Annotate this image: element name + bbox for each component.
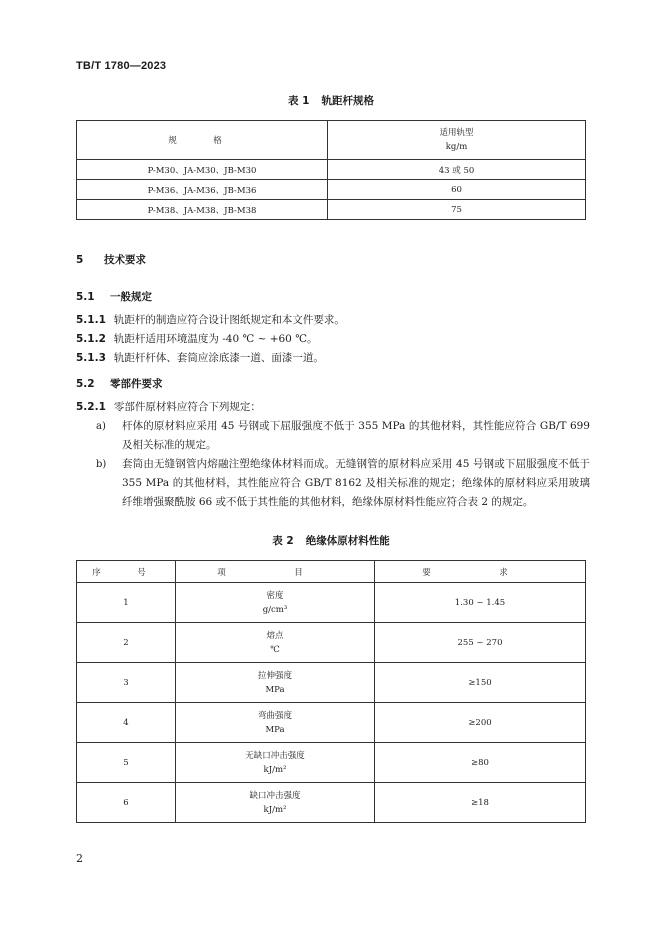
table2-title: 绝缘体原材料性能	[305, 535, 390, 547]
table-row	[77, 703, 586, 743]
table1-header-rail-label: 适用轨型	[439, 128, 474, 138]
table2-cell-item: 弯曲强度 MPa	[176, 703, 375, 743]
table2-cell-no: 3	[77, 663, 176, 703]
table2-header-item: 项 目	[176, 561, 375, 583]
table1-caption	[0, 93, 662, 108]
table2-cell-no: 5	[77, 743, 176, 783]
table1-header-row	[77, 121, 586, 160]
table-row	[77, 783, 586, 823]
table-row	[77, 663, 586, 703]
table2-caption	[0, 533, 662, 548]
table2-cell-req: 255 ~ 270	[375, 623, 586, 663]
table-row	[77, 623, 586, 663]
table-row	[77, 743, 586, 783]
table2-cell-item: 缺口冲击强度 kJ/m²	[176, 783, 375, 823]
section-5-heading: 5 技术要求	[76, 254, 146, 266]
table2-cell-no: 2	[77, 623, 176, 663]
list-item-b	[96, 455, 590, 512]
table2-cell-no: 1	[77, 583, 176, 623]
table2-cell-req: 1.30 ~ 1.45	[375, 583, 586, 623]
section-5-1-heading: 5.1 一般规定	[76, 291, 152, 303]
section-5-2-heading: 5.2 零部件要求	[76, 378, 163, 390]
table2-cell-item: 拉伸强度 MPa	[176, 663, 375, 703]
table1-cell-spec: P-M30、JA-M30、JB-M30	[77, 160, 328, 180]
table2-cell-no: 6	[77, 783, 176, 823]
table1-header-rail-unit: kg/m	[445, 142, 468, 152]
clause-5-1-1: 5.1.1 轨距杆的制造应符合设计图纸规定和本文件要求。	[76, 314, 345, 326]
table2-cell-req: ≥150	[375, 663, 586, 703]
table1-title: 轨距杆规格	[321, 95, 374, 107]
table1-cell-rail: 75	[328, 200, 586, 220]
clause-5-2-1: 5.2.1 零部件原材料应符合下列规定：	[76, 401, 261, 413]
table-row	[77, 200, 586, 220]
table-row	[77, 180, 586, 200]
table1-cell-spec: P-M38、JA-M38、JB-M38	[77, 200, 328, 220]
table2-cell-item: 熔点 ℃	[176, 623, 375, 663]
table2-cell-no: 4	[77, 703, 176, 743]
table2	[76, 560, 586, 823]
table1-cell-rail: 43 或 50	[328, 160, 586, 180]
table2-cell-req: ≥18	[375, 783, 586, 823]
clause-5-1-2: 5.1.2 轨距杆适用环境温度为 -40 ℃ ~ +60 ℃。	[76, 333, 318, 345]
table2-header-no: 序 号	[77, 561, 176, 583]
table1	[76, 120, 586, 220]
list-item-text: 杆体的原材料应采用 45 号钢或下屈服强度不低于 355 MPa 的其他材料，其性能应符合 GB/T 699 及相关标准的规定。	[122, 420, 590, 451]
table1-cell-rail: 60	[328, 180, 586, 200]
table2-header-req: 要 求	[375, 561, 586, 583]
page-number: 2	[76, 852, 83, 865]
table2-cell-item: 密度 g/cm³	[176, 583, 375, 623]
table1-header-rail	[328, 121, 586, 160]
table1-number: 表 1	[288, 95, 310, 107]
list-item-a	[96, 417, 590, 455]
list-item-label: b)	[96, 459, 107, 470]
list-item-text: 套筒由无缝钢管内熔融注塑绝缘体材料而成。无缝钢管的原材料应采用 45 号钢或下屈服强度不低于 355 MPa 的其他材料，其性能应符合 GB/T 8162 及相关标准的规定；绝缘体的原材料应采用玻璃纤维增强聚酰胺 66 或不低于其性能的其他材料，绝缘体原材料性能应符合表 2 的规定。	[122, 458, 590, 508]
table2-number: 表 2	[272, 535, 294, 547]
table1-cell-spec: P-M36、JA-M36、JB-M36	[77, 180, 328, 200]
table2-cell-req: ≥200	[375, 703, 586, 743]
table-row	[77, 160, 586, 180]
table2-cell-req: ≥80	[375, 743, 586, 783]
table2-cell-item: 无缺口冲击强度 kJ/m²	[176, 743, 375, 783]
clause-5-1-3: 5.1.3 轨距杆杆体、套筒应涂底漆一道、面漆一道。	[76, 352, 324, 364]
list-item-label: a)	[96, 421, 106, 432]
standard-id: TB/T 1780—2023	[76, 60, 167, 72]
table1-header-spec: 规 格	[77, 121, 328, 160]
table2-header-row	[77, 561, 586, 583]
table-row	[77, 583, 586, 623]
